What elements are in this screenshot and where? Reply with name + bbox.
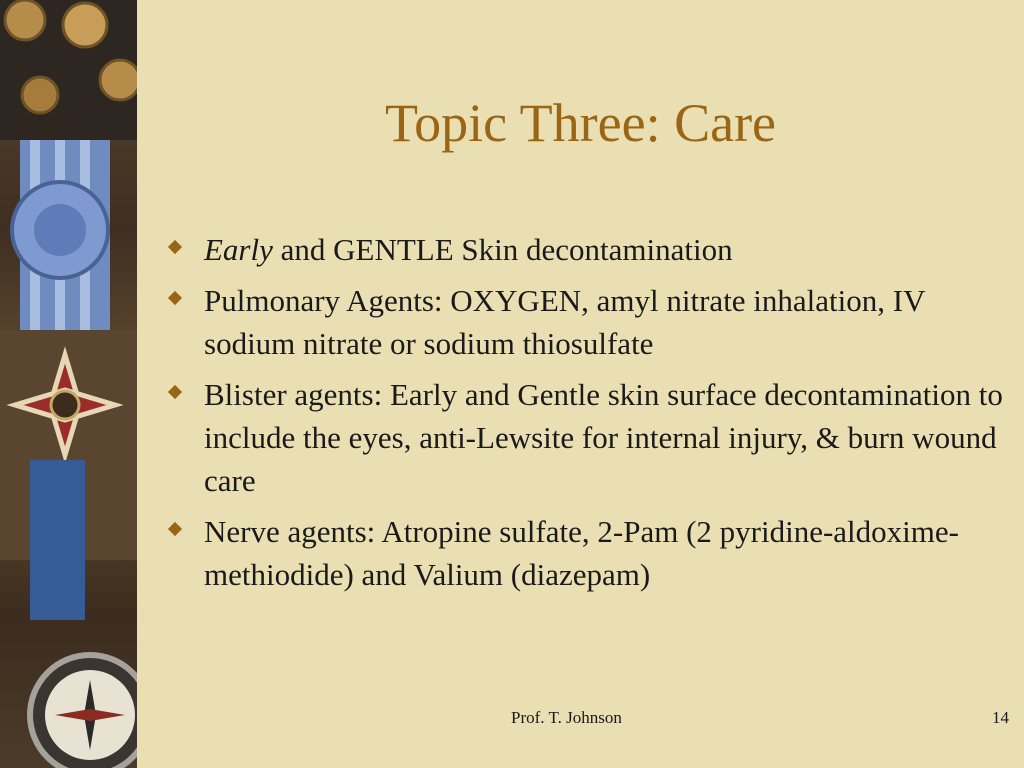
bullet-item: [166, 228, 1006, 271]
decorative-medals-image: [0, 0, 137, 768]
bullet-text: Blister agents: Early and Gentle skin surface decontamination to include the eyes, anti-Lewsite for internal injury, & burn wound care: [204, 377, 1003, 498]
bullet-italic-lead: Early: [204, 232, 273, 267]
diamond-bullet-icon: [168, 240, 182, 254]
medals-collage-icon: [0, 0, 137, 768]
bullet-list: [166, 228, 1006, 604]
diamond-bullet-icon: [168, 385, 182, 399]
bullet-text: Nerve agents: Atropine sulfate, 2-Pam (2 pyridine-aldoxime-methiodide) and Valium (diazepam): [204, 514, 959, 592]
bullet-text: and GENTLE Skin decontamination: [272, 232, 733, 267]
bullet-item: [166, 373, 1006, 502]
slide-number: 14: [992, 708, 1009, 727]
diamond-bullet-icon: [168, 291, 182, 305]
bullet-item: [166, 279, 1006, 365]
slide-title: Topic Three: Care: [384, 93, 777, 153]
footer-author: Prof. T. Johnson: [511, 708, 622, 727]
bullet-text: Pulmonary Agents: OXYGEN, amyl nitrate inhalation, IV sodium nitrate or sodium thiosulfate: [204, 283, 925, 361]
bullet-item: [166, 510, 1006, 596]
diamond-bullet-icon: [168, 522, 182, 536]
